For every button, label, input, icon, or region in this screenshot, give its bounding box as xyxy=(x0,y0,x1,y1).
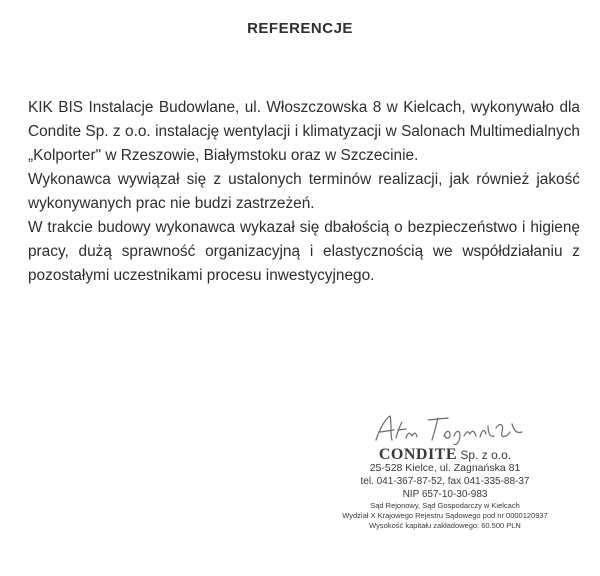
stamp-address: 25-528 Kielce, ul. Zagnańska 81 xyxy=(369,462,521,474)
stamp-capital: Wysokość kapitału zakładowego: 60.500 PLN xyxy=(369,521,521,530)
paragraph-2: Wykonawca wywiązał się z ustalonych terminów realizacji, jak również jakość wykonywanych prac nie budzi zastrzeżeń. xyxy=(28,171,580,212)
stamp-court: Sąd Rejonowy, Sąd Gospodarczy w Kielcach xyxy=(370,501,520,510)
stamp-register: Wydział X Krajowego Rejestru Sądowego pod nr 0000120937 xyxy=(342,511,548,520)
paragraph-3: W trakcie budowy wykonawca wykazał się dbałością o bezpieczeństwo i higienę pracy, dużą sprawność organizacyjną i elastycznością we współdziałaniu z pozostałymi uczestnikami procesu inwestycyjnego. xyxy=(28,219,580,284)
letter-body xyxy=(28,96,580,288)
stamp-nip: NIP 657-10-30-983 xyxy=(402,489,488,500)
stamp-company-suffix: Sp. z o.o. xyxy=(460,448,512,462)
handwritten-signature xyxy=(370,408,530,448)
stamp-company-name: CONDITE xyxy=(378,446,458,463)
page-title: REFERENCJE xyxy=(247,20,353,37)
stamp-phone: tel. 041-367-87-52, fax 041-335-88-37 xyxy=(360,476,530,487)
paragraph-1: KIK BIS Instalacje Budowlane, ul. Włoszczowska 8 w Kielcach, wykonywało dla Condite Sp. z o.o. instalację wentylacji i klimatyzacji w Salonach Multimedialnych „Kolporter" w Rzeszowie, Białymstoku oraz w Szczecinie. xyxy=(28,99,580,164)
company-stamp xyxy=(320,448,570,531)
